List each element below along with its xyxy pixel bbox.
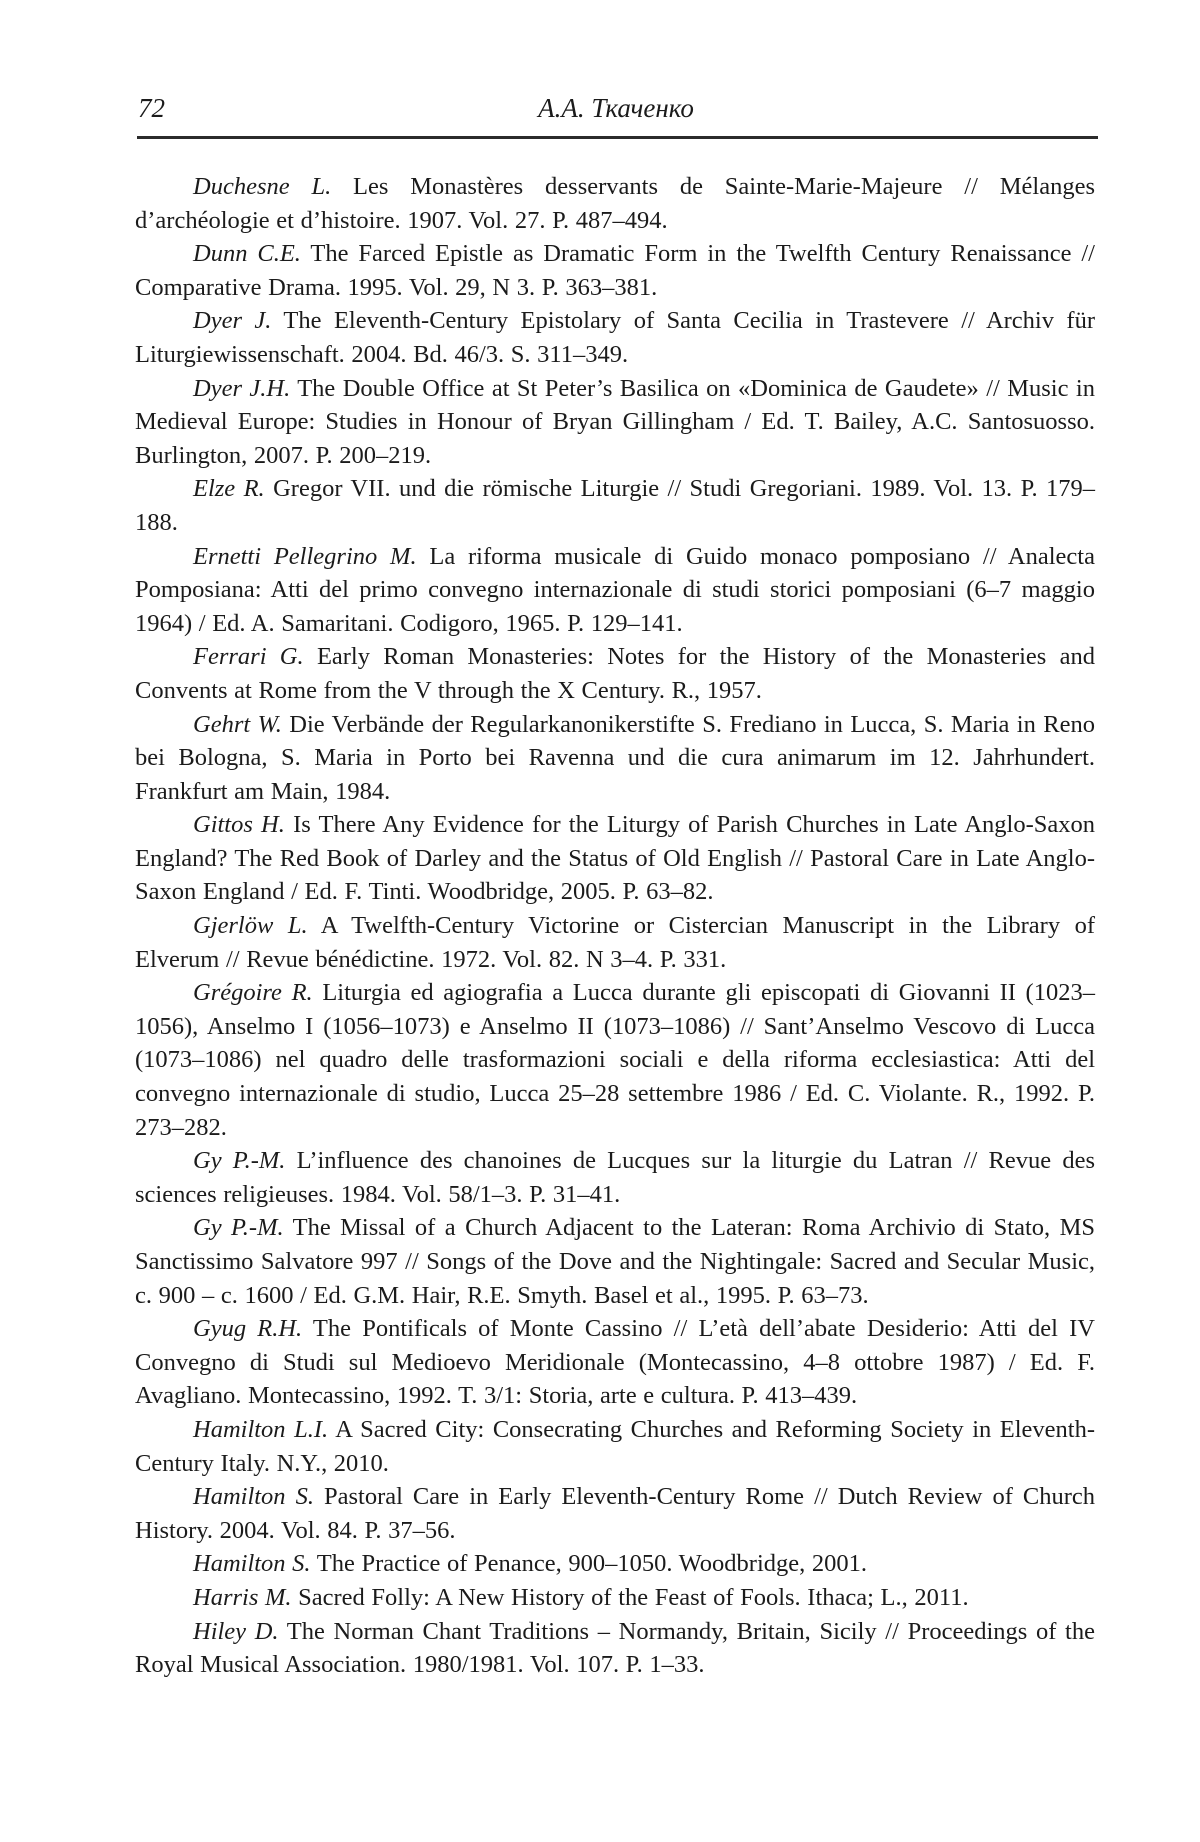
bibliography-entry xyxy=(135,909,1095,976)
bibliography-entry xyxy=(135,1581,1095,1615)
entry-author: Harris M. xyxy=(193,1583,292,1611)
entry-text: The Eleventh-Century Epistolary of Santa Cecilia in Trastevere // Archiv für Liturgiewissenschaft. 2004. Bd. 46/3. S. 311–349. xyxy=(135,307,1095,368)
entry-text: The Farced Epistle as Dramatic Form in the Twelfth Century Renaissance // Comparative Drama. 1995. Vol. 29, N 3. P. 363–381. xyxy=(135,240,1095,301)
bibliography-entry xyxy=(135,640,1095,707)
entry-author: Gehrt W. xyxy=(193,710,282,738)
bibliography-entry xyxy=(135,976,1095,1144)
bibliography-entry xyxy=(135,1144,1095,1211)
entry-text: A Twelfth-Century Victorine or Cistercian Manuscript in the Library of Elverum // Revue bénédictine. 1972. Vol. 82. N 3–4. P. 331. xyxy=(135,912,1095,973)
page-number: 72 xyxy=(138,93,165,123)
entry-author: Dunn C.E. xyxy=(193,240,301,268)
entry-text: Is There Any Evidence for the Liturgy of Parish Churches in Late Anglo-Saxon England? The Red Book of Darley and the Status of Old English // Pastoral Care in Late Anglo-Saxon England / Ed. F. Tinti. Woodbridge, 2005. P. 63–82. xyxy=(135,811,1095,906)
bibliography-entry xyxy=(135,540,1095,641)
entry-author: Ferrari G. xyxy=(193,643,304,671)
bibliography-entry xyxy=(135,372,1095,473)
running-head-author: А.А. Ткаченко xyxy=(538,93,694,123)
entry-text: L’influence des chanoines de Lucques sur la liturgie du Latran // Revue des sciences religieuses. 1984. Vol. 58/1–3. P. 31–41. xyxy=(135,1147,1095,1208)
entry-text: La riforma musicale di Guido monaco pomposiano // Analecta Pomposiana: Atti del primo convegno internazionale di studi storici pomposiani (6–7 maggio 1964) / Ed. A. Samaritani. Codigoro, 1965. P. 129–141. xyxy=(135,542,1095,637)
running-header xyxy=(135,92,1097,128)
header-rule xyxy=(137,136,1098,139)
bibliography-entry xyxy=(135,1312,1095,1413)
entry-author: Hiley D. xyxy=(193,1617,279,1645)
entry-text: The Pontificals of Monte Cassino // L’età dell’abate Desiderio: Atti del IV Convegno di Studi sul Medioevo Meridionale (Montecassino, 4–8 ottobre 1987) / Ed. F. Avagliano. Montecassino, 1992. T. 3/1: Storia, arte e cultura. P. 413–439. xyxy=(135,1315,1095,1410)
entry-author: Grégoire R. xyxy=(193,979,313,1007)
entry-author: Duchesne L. xyxy=(193,173,332,200)
entry-text: Pastoral Care in Early Eleventh-Century Rome // Dutch Review of Church History. 2004. Vol. 84. P. 37–56. xyxy=(135,1483,1096,1544)
bibliography-entry xyxy=(135,1413,1095,1480)
entry-author: Gy P.-M. xyxy=(193,1214,284,1242)
entry-text: Liturgia ed agiografia a Lucca durante gli episcopati di Giovanni II (1023–1056), Anselmo I (1056–1073) e Anselmo II (1073–1086) // Sant’Anselmo Vescovo di Lucca (1073–1086) nel quadro delle trasformazioni sociali e della riforma ecclesiastica: Atti del convegno internazionale di studio, Lucca 25–28 settembre 1986 / Ed. C. Violante. R., 1992. P. 273–282. xyxy=(135,979,1095,1141)
entry-text: The Practice of Penance, 900–1050. Woodbridge, 2001. xyxy=(316,1550,868,1578)
bibliography-entry xyxy=(135,237,1095,304)
entry-author: Hamilton S. xyxy=(193,1483,314,1511)
bibliography-entry xyxy=(135,1615,1095,1682)
entry-author: Dyer J. xyxy=(193,307,272,335)
bibliography-list xyxy=(135,170,1095,1682)
entry-text: The Double Office at St Peter’s Basilica on «Dominica de Gaudete» // Music in Medieval Europe: Studies in Honour of Bryan Gillingham / Ed. T. Bailey, A.C. Santosuosso. Burlington, 2007. P. 200–219. xyxy=(135,374,1095,469)
entry-text: Gregor VII. und die römische Liturgie // Studi Gregoriani. 1989. Vol. 13. P. 179–188. xyxy=(135,475,1096,536)
entry-author: Elze R. xyxy=(193,475,265,503)
bibliography-entry xyxy=(135,170,1095,237)
bibliography-entry xyxy=(135,304,1095,371)
entry-author: Gittos H. xyxy=(193,811,285,839)
entry-author: Gjerlöw L. xyxy=(193,912,308,940)
entry-author: Hamilton L.I. xyxy=(193,1415,329,1443)
bibliography-entry xyxy=(135,808,1095,909)
entry-text: The Norman Chant Traditions – Normandy, Britain, Sicily // Proceedings of the Royal Musical Association. 1980/1981. Vol. 107. P. 1–33. xyxy=(135,1617,1095,1679)
bibliography-entry xyxy=(135,1480,1095,1547)
entry-text: Die Verbände der Regularkanonikerstifte S. Frediano in Lucca, S. Maria in Reno bei Bologna, S. Maria in Porto bei Ravenna und die cura animarum im 12. Jahrhundert. Frankfurt am Main, 1984. xyxy=(135,710,1095,805)
bibliography-entry xyxy=(135,708,1095,809)
bibliography-entry xyxy=(135,1547,1095,1581)
entry-author: Ernetti Pellegrino M. xyxy=(193,542,417,570)
entry-author: Gyug R.H. xyxy=(193,1315,303,1343)
entry-text: Early Roman Monasteries: Notes for the History of the Monasteries and Convents at Rome from the V through the X Century. R., 1957. xyxy=(135,643,1095,704)
bibliography-entry xyxy=(135,472,1095,539)
entry-text: The Missal of a Church Adjacent to the Lateran: Roma Archivio di Stato, MS Sanctissimo Salvatore 997 // Songs of the Dove and the Nightingale: Sacred and Secular Music, c. 900 – c. 1600 / Ed. G.M. Hair, R.E. Smyth. Basel et al., 1995. P. 63–73. xyxy=(135,1214,1095,1309)
entry-text: Sacred Folly: A New History of the Feast of Fools. Ithaca; L., 2011. xyxy=(298,1583,969,1611)
entry-author: Dyer J.H. xyxy=(193,374,291,402)
entry-author: Gy P.-M. xyxy=(193,1147,286,1175)
entry-text: A Sacred City: Consecrating Churches and Reforming Society in Eleventh-Century Italy. N.Y., 2010. xyxy=(135,1415,1095,1477)
bibliography-entry xyxy=(135,1211,1095,1312)
entry-author: Hamilton S. xyxy=(193,1550,311,1578)
entry-text: Les Monastères desservants de Sainte-Marie-Majeure // Mélanges d’archéologie et d’histoire. 1907. Vol. 27. P. 487–494. xyxy=(135,173,1095,234)
